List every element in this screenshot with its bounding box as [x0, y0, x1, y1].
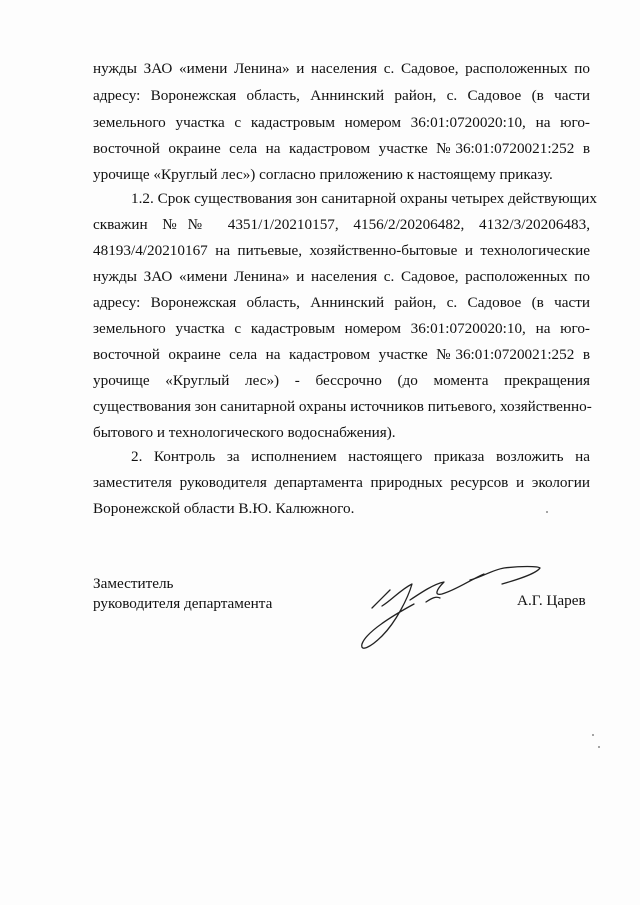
- text-line: нужды ЗАО «имени Ленина» и населения с. Садовое, расположенных по: [93, 60, 590, 77]
- text-line: урочище «Круглый лес») согласно приложению к настоящему приказу.: [93, 166, 553, 183]
- scan-speck: [598, 746, 600, 748]
- text-line: 2. Контроль за исполнением настоящего приказа возложить на: [131, 448, 590, 465]
- text-line: бытового и технологического водоснабжения).: [93, 424, 396, 441]
- scan-speck: [592, 734, 594, 736]
- text-line: нужды ЗАО «имени Ленина» и населения с. Садовое, расположенных по: [93, 268, 590, 285]
- text-line: скважин №№ 4351/1/20210157, 4156/2/20206482, 4132/3/20206483,: [93, 216, 590, 233]
- text-line: земельного участка с кадастровым номером 36:01:0720020:10, на юго-: [93, 114, 590, 131]
- text-line: урочище «Круглый лес») - бессрочно (до момента прекращения: [93, 372, 590, 389]
- signer-position-line2: руководителя департамента: [93, 595, 273, 612]
- text-line: существования зон санитарной охраны источников питьевого, хозяйственно-: [93, 398, 592, 415]
- text-line: восточной окраине села на кадастровом участке №36:01:0720021:252 в: [93, 140, 590, 157]
- text-line: земельного участка с кадастровым номером 36:01:0720020:10, на юго-: [93, 320, 590, 337]
- text-line: Воронежской области В.Ю. Калюжного.: [93, 500, 355, 517]
- signer-position-line1: Заместитель: [93, 575, 174, 592]
- text-line: адресу: Воронежская область, Аннинский район, с. Садовое (в части: [93, 87, 590, 104]
- text-line: 1.2. Срок существования зон санитарной охраны четырех действующих: [131, 190, 597, 207]
- text-line: адресу: Воронежская область, Аннинский район, с. Садовое (в части: [93, 294, 590, 311]
- text-line: восточной окраине села на кадастровом участке №36:01:0720021:252 в: [93, 346, 590, 363]
- scan-speck: [546, 511, 548, 513]
- text-line: 48193/4/20210167 на питьевые, хозяйственно-бытовые и технологические: [93, 242, 590, 259]
- text-line: заместителя руководителя департамента природных ресурсов и экологии: [93, 474, 590, 491]
- handwritten-signature: [352, 560, 542, 660]
- signer-name: А.Г. Царев: [517, 592, 586, 609]
